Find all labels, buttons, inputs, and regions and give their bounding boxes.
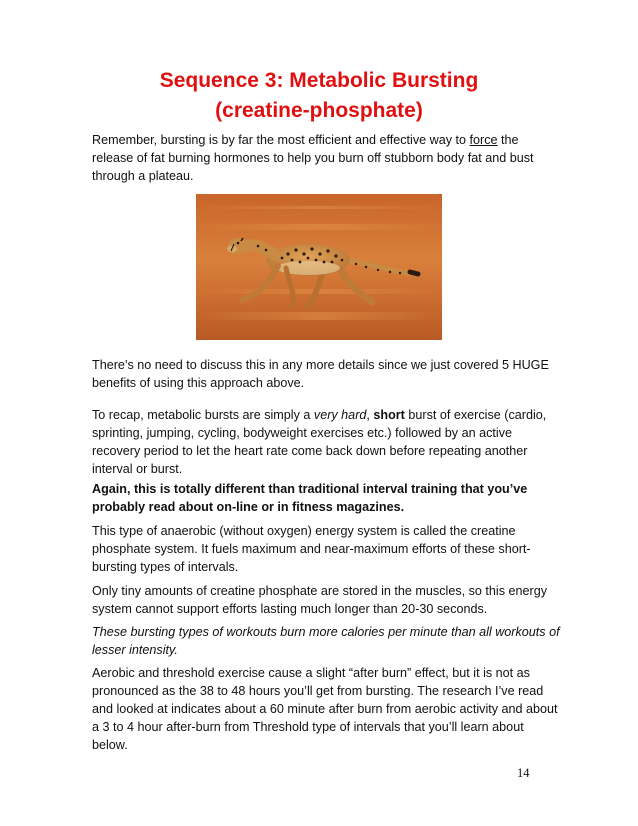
cheetah-running-photo-icon xyxy=(196,194,442,340)
short-bold: short xyxy=(373,408,405,422)
page-number: 14 xyxy=(517,766,530,780)
paragraph-aerobic: Aerobic and threshold exercise cause a slight “after burn” effect, but it is not as pronounced as the 38 to 48 hours you’ll get from bursting. The research I’ve read and looked at indicates about a 60 minute after burn from aerobic activity and about a 3 to 4 hour after-burn from Threshold type of intervals that you’ll learn about below. xyxy=(92,666,558,752)
paragraph-no-need: There’s no need to discuss this in any more details since we just covered 5 HUGE benefits of using this approach above. xyxy=(92,358,549,390)
paragraph-again-bold: Again, this is totally different than traditional interval training that you’ve probably read about on-line or in fitness magazines. xyxy=(92,482,528,514)
page-title: Sequence 3: Metabolic Bursting xyxy=(159,69,479,92)
intro-paragraph xyxy=(92,131,562,185)
very-hard-italic: very hard xyxy=(313,408,367,422)
recap-text-c: burst of exercise (cardio, sprinting, jumping, cycling, bodyweight exercises etc.) followed by an active recovery period to let the heart rate come back down before repeating another interval or burst. xyxy=(92,408,547,476)
page-subtitle: (creatine-phosphate) xyxy=(215,99,423,122)
recap-text-a: To recap, metabolic bursts are simply a xyxy=(92,408,314,422)
intro-text-after: the release of fat burning hormones to help you burn off stubborn body fat and bust through a plateau. xyxy=(92,133,534,183)
force-underlined-word: force xyxy=(469,133,498,147)
recap-text-b: , xyxy=(366,408,374,422)
paragraph-recap xyxy=(92,406,562,478)
intro-text-before: Remember, bursting is by far the most efficient and effective way to xyxy=(92,133,470,147)
paragraph-italic-calories: These bursting types of workouts burn more calories per minute than all workouts of lesser intensity. xyxy=(92,625,560,657)
paragraph-anaerobic: This type of anaerobic (without oxygen) energy system is called the creatine phosphate system. It fuels maximum and near-maximum efforts of these short-bursting types of intervals. xyxy=(92,524,531,574)
paragraph-tiny-amounts: Only tiny amounts of creatine phosphate are stored in the muscles, so this energy system cannot support efforts lasting much longer than 20-30 seconds. xyxy=(92,584,548,616)
